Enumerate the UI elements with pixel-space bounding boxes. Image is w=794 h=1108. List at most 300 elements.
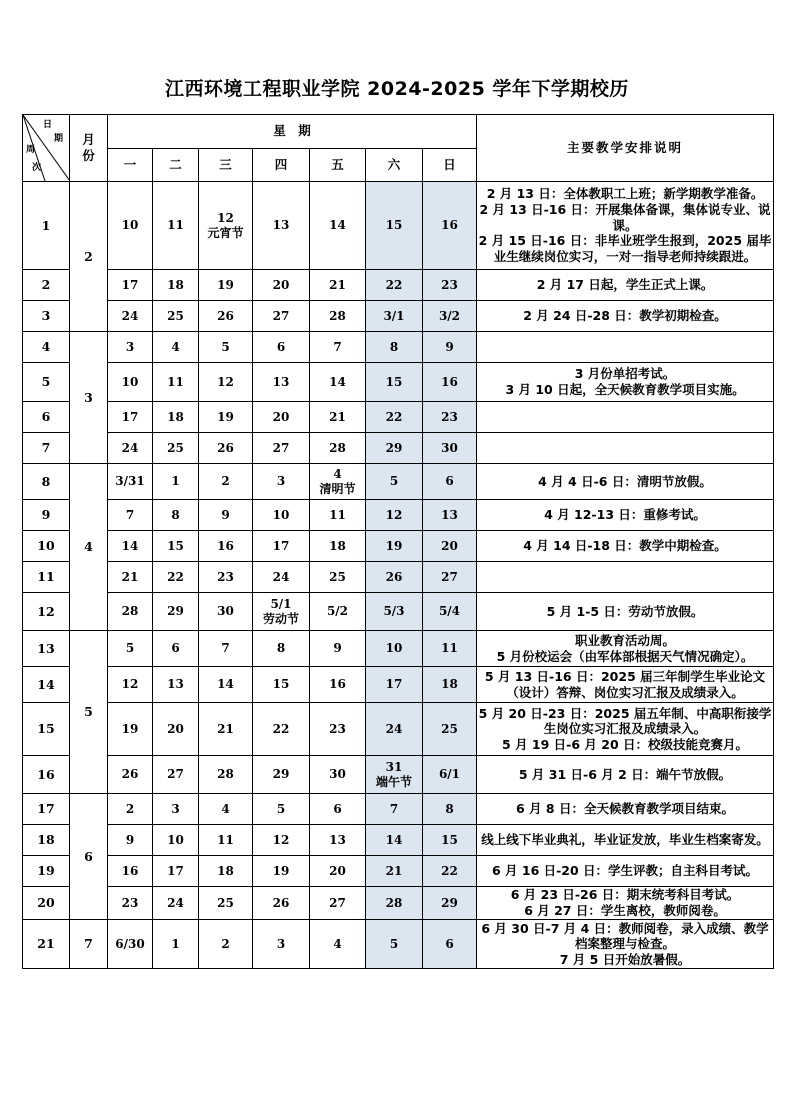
week-number: 14 — [23, 667, 70, 703]
day-number: 23 — [217, 569, 234, 584]
day-cell — [253, 920, 310, 969]
day-cell — [253, 464, 310, 500]
note-line: 5 月 20 日-23 日：2025 届五年制、中高职衔接学生岗位实习汇报及成绩录入。 — [478, 705, 772, 737]
day-cell — [108, 794, 153, 825]
calendar-body — [23, 182, 774, 969]
week-row — [23, 887, 774, 920]
day-number: 6/30 — [115, 936, 145, 951]
weekday-mon: 一 — [108, 148, 153, 182]
day-cell — [108, 531, 153, 562]
day-number: 25 — [217, 895, 234, 910]
notes-cell — [477, 433, 774, 464]
day-number: 4 — [221, 801, 230, 816]
day-number: 18 — [441, 677, 458, 691]
day-cell — [366, 856, 423, 887]
day-cell — [199, 631, 253, 667]
note-line: 6 月 8 日：全天候教育教学项目结束。 — [516, 801, 734, 817]
week-row — [23, 920, 774, 969]
day-number: 15 — [272, 677, 290, 691]
day-cell — [310, 631, 366, 667]
note-line: 2 月 15 日-16 日：非毕业班学生报到，2025 届毕业生继续岗位实习，一对一指导老师持续跟进。 — [478, 233, 772, 264]
day-number: 14 — [121, 538, 139, 553]
notes-cell — [477, 794, 774, 825]
day-cell — [253, 825, 310, 856]
day-cell — [199, 825, 253, 856]
day-number: 5 — [276, 801, 286, 816]
day-cell — [423, 562, 477, 593]
day-number: 26 — [272, 895, 290, 910]
day-number: 22 — [167, 569, 184, 584]
day-number: 18 — [167, 277, 184, 292]
note-line: 4 月 14 日-18 日：教学中期检查。 — [523, 538, 727, 554]
day-cell — [108, 363, 153, 402]
day-cell — [253, 270, 310, 301]
day-cell — [310, 667, 366, 703]
weekday-sun: 日 — [423, 148, 477, 182]
day-cell — [366, 332, 423, 363]
week-number: 9 — [23, 500, 70, 531]
day-number: 16 — [441, 218, 458, 232]
day-number: 21 — [121, 569, 139, 584]
day-cell — [423, 531, 477, 562]
day-number: 10 — [167, 832, 184, 847]
day-cell — [253, 667, 310, 703]
day-number: 27 — [329, 895, 346, 910]
day-number: 19 — [217, 277, 234, 292]
notes-cell — [477, 703, 774, 756]
day-cell — [253, 887, 310, 920]
day-cell — [423, 182, 477, 270]
school-calendar-table — [22, 114, 774, 969]
day-cell — [199, 402, 253, 433]
week-number: 18 — [23, 825, 70, 856]
day-cell — [423, 363, 477, 402]
month-cell: 4 — [70, 464, 108, 631]
day-cell — [366, 182, 423, 270]
day-cell — [366, 402, 423, 433]
holiday-label: 清明节 — [319, 481, 356, 496]
notes-header: 主要教学安排说明 — [477, 115, 774, 182]
day-number: 22 — [385, 277, 403, 292]
day-cell — [253, 593, 310, 631]
day-number: 9 — [125, 832, 135, 847]
day-cell — [253, 631, 310, 667]
note-line: 4 月 4 日-6 日：清明节放假。 — [538, 473, 712, 489]
day-number: 2 — [221, 474, 230, 488]
day-number: 6 — [171, 641, 180, 655]
week-number: 13 — [23, 631, 70, 667]
weekday-sat: 六 — [366, 148, 423, 182]
day-cell — [153, 363, 199, 402]
day-cell — [199, 593, 253, 631]
day-cell — [310, 703, 366, 756]
corner-label-ri: 日 — [43, 120, 53, 130]
day-cell — [423, 920, 477, 969]
month-cell: 7 — [70, 920, 108, 969]
day-number: 30 — [441, 440, 458, 455]
day-cell — [423, 703, 477, 756]
day-cell — [423, 856, 477, 887]
corner-label-qi: 期 — [54, 134, 64, 144]
day-cell — [310, 402, 366, 433]
note-line: 5 月份校运会（由军体部根据天气情况确定）。 — [496, 648, 754, 664]
day-cell — [310, 593, 366, 631]
day-number: 21 — [385, 863, 403, 878]
day-number: 20 — [272, 277, 290, 292]
day-number: 22 — [385, 409, 403, 424]
notes-cell — [477, 402, 774, 433]
day-number: 5 — [389, 474, 399, 488]
day-number: 27 — [441, 569, 458, 584]
note-line: 6 月 16 日-20 日：学生评教；自主科目考试。 — [491, 863, 759, 879]
day-number: 26 — [217, 440, 234, 455]
day-cell — [253, 332, 310, 363]
weekday-thu: 四 — [253, 148, 310, 182]
day-number: 21 — [217, 721, 234, 736]
week-row — [23, 301, 774, 332]
day-number: 8 — [389, 339, 399, 354]
day-cell — [423, 756, 477, 794]
day-cell — [253, 363, 310, 402]
note-line: 线上线下毕业典礼，毕业证发放，毕业生档案寄发。 — [481, 832, 769, 848]
day-number: 28 — [329, 440, 346, 455]
day-number: 2 — [221, 936, 230, 951]
day-cell — [199, 667, 253, 703]
day-number: 5 — [125, 641, 135, 655]
day-number: 7 — [333, 339, 342, 354]
notes-cell — [477, 667, 774, 703]
holiday-label: 端午节 — [375, 774, 412, 789]
week-number: 19 — [23, 856, 70, 887]
day-cell — [153, 464, 199, 500]
day-number: 24 — [272, 569, 290, 584]
day-cell — [310, 270, 366, 301]
day-number: 8 — [171, 507, 180, 522]
corner-label-ci: 次 — [32, 163, 42, 173]
note-line: 3 月份单招考试。 — [574, 366, 676, 382]
day-cell — [366, 363, 423, 402]
day-cell — [253, 856, 310, 887]
note-line: 6 月 30 日-7 月 4 日：教师阅卷，录入成绩、教学档案整理与检查。 — [481, 920, 769, 952]
weekday-tue: 二 — [153, 148, 199, 182]
day-cell — [108, 332, 153, 363]
notes-cell — [477, 920, 774, 969]
day-number: 28 — [121, 604, 139, 618]
notes-cell — [477, 756, 774, 794]
day-number: 20 — [441, 538, 458, 553]
day-cell — [310, 301, 366, 332]
day-number: 24 — [121, 440, 139, 455]
day-number: 6 — [333, 801, 342, 816]
day-cell — [153, 593, 199, 631]
day-cell — [199, 464, 253, 500]
weekday-wed: 三 — [199, 148, 253, 182]
day-cell — [366, 703, 423, 756]
day-number: 18 — [217, 863, 234, 878]
holiday-label: 元宵节 — [207, 225, 244, 240]
day-cell — [108, 667, 153, 703]
week-number: 4 — [23, 332, 70, 363]
day-cell — [423, 270, 477, 301]
weekday-fri: 五 — [310, 148, 366, 182]
day-cell — [153, 887, 199, 920]
month-cell: 5 — [70, 631, 108, 794]
day-number: 28 — [329, 308, 346, 323]
day-cell — [108, 182, 153, 270]
day-number: 19 — [272, 863, 290, 878]
day-cell — [310, 500, 366, 531]
week-number: 2 — [23, 270, 70, 301]
day-number: 10 — [121, 218, 139, 232]
day-number: 5/1 — [270, 596, 292, 611]
day-number: 3 — [125, 339, 135, 354]
day-cell — [108, 301, 153, 332]
day-number: 9 — [333, 641, 342, 655]
day-cell — [108, 593, 153, 631]
day-cell — [253, 182, 310, 270]
notes-cell — [477, 363, 774, 402]
day-cell — [366, 920, 423, 969]
day-cell — [199, 433, 253, 464]
day-number: 6 — [445, 474, 454, 488]
day-number: 15 — [167, 538, 184, 553]
day-cell — [153, 920, 199, 969]
day-number: 6/1 — [438, 767, 461, 781]
day-cell — [199, 756, 253, 794]
day-cell — [366, 433, 423, 464]
day-number: 11 — [217, 832, 234, 847]
day-cell — [108, 500, 153, 531]
day-number: 13 — [272, 374, 290, 389]
note-line: 5 月 19 日-6 月 20 日：校级技能竞赛月。 — [502, 736, 749, 752]
page-title: 江西环境工程职业学院 2024-2025 学年下学期校历 — [165, 78, 629, 100]
day-cell — [153, 332, 199, 363]
day-number: 3 — [276, 474, 286, 488]
day-number: 1 — [171, 936, 180, 951]
day-number: 11 — [329, 507, 346, 522]
day-cell — [423, 500, 477, 531]
week-row — [23, 794, 774, 825]
day-number: 17 — [121, 277, 139, 292]
day-number: 23 — [441, 409, 458, 424]
day-number: 27 — [272, 308, 290, 323]
week-row — [23, 756, 774, 794]
week-number: 6 — [23, 402, 70, 433]
day-number: 7 — [221, 641, 230, 655]
day-cell — [310, 464, 366, 500]
day-cell — [153, 531, 199, 562]
day-number: 2 — [125, 801, 135, 816]
day-cell — [310, 363, 366, 402]
note-line: 2 月 13 日：全体教职工上班；新学期教学准备。 — [486, 186, 764, 202]
week-row — [23, 856, 774, 887]
day-cell — [366, 562, 423, 593]
week-row — [23, 332, 774, 363]
day-cell — [108, 464, 153, 500]
week-number: 5 — [23, 363, 70, 402]
day-number: 13 — [441, 507, 458, 522]
week-row — [23, 593, 774, 631]
day-number: 20 — [272, 409, 290, 424]
day-cell — [108, 433, 153, 464]
day-cell — [199, 856, 253, 887]
day-number: 29 — [441, 895, 458, 910]
day-cell — [423, 631, 477, 667]
day-cell — [366, 825, 423, 856]
month-cell: 6 — [70, 794, 108, 920]
day-number: 25 — [167, 308, 184, 323]
day-cell — [423, 667, 477, 703]
day-number: 25 — [167, 440, 184, 455]
day-cell — [423, 433, 477, 464]
day-number: 9 — [221, 507, 230, 522]
week-row — [23, 703, 774, 756]
day-number: 5/2 — [326, 604, 349, 618]
day-cell — [153, 703, 199, 756]
corner-label-zhou: 周 — [26, 145, 36, 155]
day-cell — [108, 856, 153, 887]
day-cell — [153, 402, 199, 433]
day-number: 22 — [441, 863, 458, 878]
notes-cell — [477, 500, 774, 531]
day-cell — [310, 433, 366, 464]
day-cell — [253, 756, 310, 794]
week-number: 16 — [23, 756, 70, 794]
notes-cell — [477, 562, 774, 593]
day-cell — [199, 332, 253, 363]
day-number: 26 — [121, 767, 139, 781]
day-cell — [153, 500, 199, 531]
day-cell — [366, 464, 423, 500]
day-cell — [366, 593, 423, 631]
day-cell — [310, 825, 366, 856]
day-cell — [253, 433, 310, 464]
day-number: 7 — [389, 801, 399, 816]
day-number: 10 — [121, 374, 139, 389]
note-line: 6 月 27 日：学生离校，教师阅卷。 — [524, 903, 726, 918]
notes-cell — [477, 856, 774, 887]
day-cell — [153, 756, 199, 794]
day-cell — [366, 301, 423, 332]
day-cell — [310, 531, 366, 562]
day-number: 3/2 — [438, 308, 461, 323]
note-line: 2 月 17 日起，学生正式上课。 — [536, 277, 714, 293]
week-row — [23, 500, 774, 531]
day-number: 18 — [329, 538, 346, 553]
day-cell — [153, 667, 199, 703]
day-cell — [366, 887, 423, 920]
note-line: 5 月 31 日-6 月 2 日：端午节放假。 — [518, 766, 732, 782]
day-number: 21 — [329, 409, 346, 424]
day-number: 17 — [272, 538, 290, 553]
day-number: 12 — [272, 832, 290, 847]
day-number: 30 — [329, 767, 346, 781]
week-row — [23, 402, 774, 433]
day-number: 16 — [121, 863, 139, 878]
day-number: 15 — [385, 374, 403, 389]
week-row — [23, 531, 774, 562]
day-cell — [366, 667, 423, 703]
notes-cell — [477, 887, 774, 920]
day-number: 16 — [441, 374, 458, 389]
day-cell — [253, 703, 310, 756]
week-number: 20 — [23, 887, 70, 920]
day-number: 9 — [445, 339, 454, 354]
day-number: 25 — [329, 569, 346, 584]
month-header-label: 月份 — [82, 131, 95, 163]
day-cell — [199, 500, 253, 531]
week-number: 12 — [23, 593, 70, 631]
week-number: 21 — [23, 920, 70, 969]
day-number: 3 — [276, 936, 286, 951]
day-number: 6 — [445, 936, 454, 951]
notes-cell — [477, 531, 774, 562]
note-line: 6 月 23 日-26 日：期末统考科目考试。 — [510, 887, 740, 903]
day-cell — [108, 631, 153, 667]
day-cell — [253, 301, 310, 332]
day-cell — [108, 756, 153, 794]
day-number: 26 — [385, 569, 403, 584]
day-number: 22 — [272, 721, 290, 736]
day-cell — [153, 270, 199, 301]
day-cell — [366, 500, 423, 531]
week-number: 11 — [23, 562, 70, 593]
day-cell — [153, 825, 199, 856]
holiday-label: 劳动节 — [262, 611, 299, 626]
day-number: 11 — [167, 218, 184, 232]
note-line: 2 月 13 日-16 日：开展集体备课，集体说专业、说课。 — [479, 202, 771, 233]
day-cell — [253, 402, 310, 433]
day-number: 23 — [441, 277, 458, 292]
note-line: 2 月 24 日-28 日：教学初期检查。 — [523, 308, 727, 324]
day-cell — [253, 531, 310, 562]
note-line: 4 月 12-13 日：重修考试。 — [544, 507, 706, 523]
day-number: 4 — [333, 466, 342, 481]
day-cell — [199, 182, 253, 270]
day-number: 17 — [167, 863, 184, 878]
month-header — [70, 115, 108, 182]
notes-cell — [477, 464, 774, 500]
week-number: 3 — [23, 301, 70, 332]
week-row — [23, 631, 774, 667]
day-number: 12 — [385, 507, 403, 522]
day-number: 10 — [385, 641, 403, 655]
day-cell — [366, 531, 423, 562]
week-header: 星 期 — [108, 115, 477, 149]
day-number: 26 — [217, 308, 234, 323]
note-line: 职业教育活动周。 — [575, 632, 676, 648]
day-number: 4 — [171, 339, 180, 354]
day-cell — [199, 887, 253, 920]
week-row — [23, 182, 774, 270]
day-cell — [310, 562, 366, 593]
day-number: 11 — [441, 641, 458, 655]
day-number: 30 — [217, 604, 234, 618]
day-cell — [423, 887, 477, 920]
month-cell: 2 — [70, 182, 108, 332]
day-cell — [199, 363, 253, 402]
day-cell — [199, 531, 253, 562]
day-cell — [153, 182, 199, 270]
notes-cell — [477, 182, 774, 270]
day-cell — [108, 562, 153, 593]
note-line: 5 月 13 日-16 日：2025 届三年制学生毕业论文（设计）答辩、岗位实习汇报及成绩录入。 — [484, 668, 766, 700]
day-cell — [153, 631, 199, 667]
day-number: 14 — [329, 374, 346, 389]
day-cell — [423, 825, 477, 856]
day-number: 24 — [121, 308, 139, 323]
week-number: 8 — [23, 464, 70, 500]
